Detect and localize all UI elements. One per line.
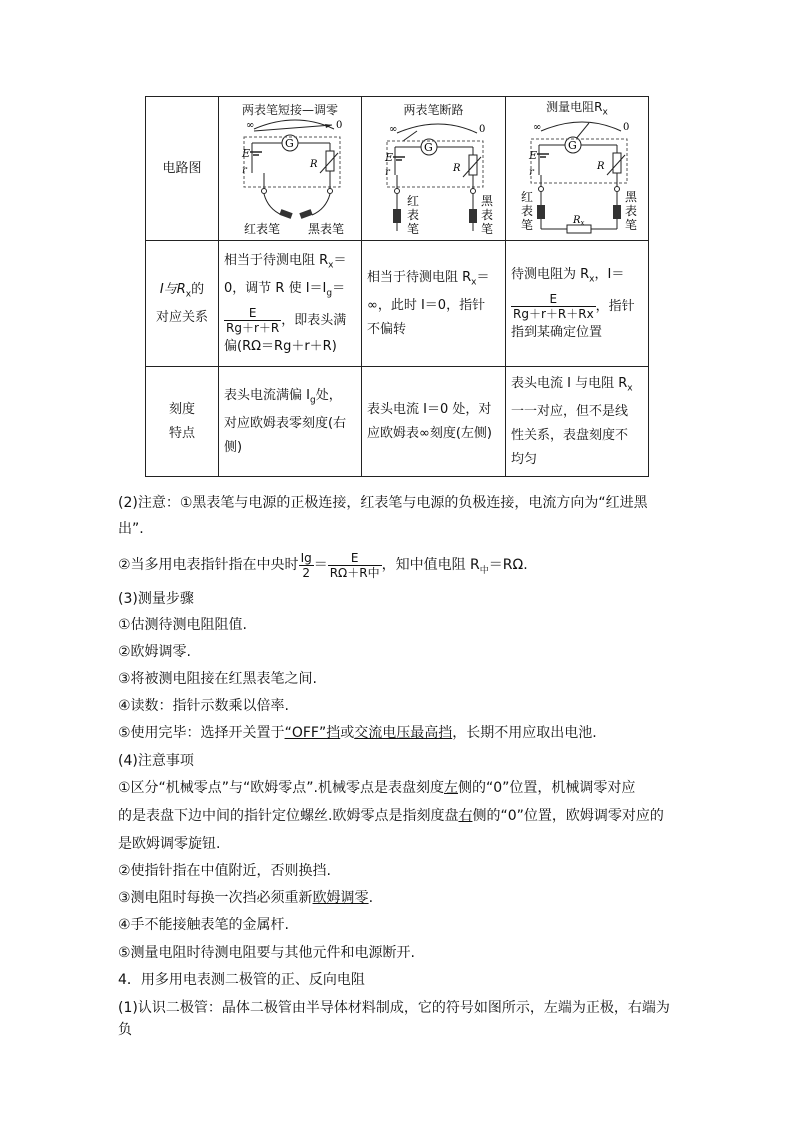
formula-i-short: $\frac{E}{Rg+r+R}$ bbox=[226, 305, 280, 335]
formula-i-measure: $\frac{E}{Rg+r+R+Rx}$ bbox=[513, 291, 594, 321]
circuit-short-zero bbox=[219, 97, 362, 241]
svg-text:笔: 笔 bbox=[407, 221, 420, 236]
svg-text:笔: 笔 bbox=[521, 218, 534, 233]
step-4: ④读数：指针示数乘以倍率. bbox=[118, 698, 290, 714]
svg-text:G: G bbox=[568, 139, 577, 153]
svg-text:红: 红 bbox=[407, 193, 420, 208]
label-black-pen: 黑表笔 bbox=[308, 221, 345, 236]
caution-1-line1: ①区分“机械零点”与“欧姆零点”.机械零点是表盘刻度左侧的“0”位置，机械调零对应 bbox=[118, 780, 636, 796]
resistor-rx bbox=[567, 225, 591, 233]
step-1: ①估测待测电阻阻值. bbox=[118, 617, 248, 633]
section-4-heading: (4)注意事项 bbox=[118, 753, 194, 769]
svg-text:笔: 笔 bbox=[625, 218, 638, 233]
caution-2: ②使指针指在中值附近，否则换挡. bbox=[118, 863, 332, 879]
circuit-title-open: 两表笔断路 bbox=[403, 102, 464, 117]
row-circuit bbox=[146, 97, 649, 241]
caution-5: ⑤测量电阻时待测电阻要与其他元件和电源断开. bbox=[118, 945, 415, 961]
circuit-diagram-short bbox=[224, 117, 367, 238]
svg-text:E: E bbox=[529, 149, 538, 163]
svg-text:R: R bbox=[310, 158, 318, 170]
svg-text:E: E bbox=[242, 146, 251, 160]
row-scale bbox=[146, 367, 649, 477]
svg-text:表: 表 bbox=[481, 207, 494, 222]
svg-text:表: 表 bbox=[407, 207, 420, 222]
svg-text:表: 表 bbox=[625, 204, 638, 219]
black-probe-tip bbox=[299, 209, 312, 219]
red-probe-tip bbox=[537, 205, 545, 219]
svg-text:∞: ∞ bbox=[533, 122, 542, 134]
scale-measure: 表头电流 I 与电阻 $R_x$ 一一对应，但不是线 性关系，表盘刻度不 均匀 bbox=[506, 367, 649, 477]
scale-open: 表头电流 I＝0 处，对 应欧姆表∞刻度(左侧) bbox=[362, 367, 506, 477]
svg-text:∞: ∞ bbox=[389, 123, 398, 135]
section-diode-heading: 4．用多用电表测二极管的正、反向电阻 bbox=[118, 972, 365, 988]
row-label-circuit: 电路图 bbox=[146, 97, 219, 241]
svg-text:R: R bbox=[597, 161, 605, 173]
ohmmeter-principle-table bbox=[145, 96, 649, 477]
svg-text:笔: 笔 bbox=[481, 221, 494, 236]
section-3-heading: (3)测量步骤 bbox=[118, 591, 194, 607]
caution-4: ④手不能接触表笔的金属杆. bbox=[118, 917, 290, 933]
svg-text:r: r bbox=[529, 167, 534, 179]
svg-text:G: G bbox=[285, 136, 294, 150]
needle-full-scale bbox=[254, 125, 332, 131]
circuit-diagram-measure bbox=[511, 119, 654, 240]
relation-short: 相当于待测电阻 $R_x=$ 0，调节 R 使 $I=I_g=$ $\frac{E}{Rg+r+R}$ ，即表头满 偏(RΩ＝Rg＋r＋R) bbox=[219, 241, 362, 367]
caution-3: ③测电阻时每换一次挡必须重新欧姆调零. bbox=[118, 890, 374, 906]
svg-text:E: E bbox=[385, 150, 394, 164]
svg-text:G: G bbox=[424, 140, 433, 154]
caution-1-line2: 的是表盘下边中间的指针定位螺丝.欧姆零点是指刻度盘右侧的“0”位置，欧姆调零对应的 bbox=[118, 808, 664, 824]
row-label-scale: 刻度 特点 bbox=[146, 367, 219, 477]
black-probe-tip bbox=[469, 209, 477, 223]
circuit-diagram-open bbox=[367, 117, 511, 238]
scale-infinity: ∞ bbox=[246, 119, 255, 131]
note-2-formula-line: ②当多用电表指针指在中央时 $\frac{Ig}{2}$ ＝ $\frac{E}{\text{RΩ＋R中}}$ ，知中值电阻 $R_中=R\Omega$. bbox=[118, 550, 528, 580]
svg-text:Rx: $R_x$ bbox=[573, 215, 585, 228]
step-3: ③将被测电阻接在红黑表笔之间. bbox=[118, 671, 318, 687]
svg-text:r: r bbox=[242, 164, 247, 176]
relation-measure: 待测电阻为 $R_x$，I＝ $\frac{E}{Rg+r+R+Rx}$ ，指针 指到某确定位置 bbox=[506, 241, 649, 367]
row-label-relation: I与$R_x$的 对应关系 bbox=[146, 241, 219, 367]
note-2-line1: (2)注意：①黑表笔与电源的正极连接，红表笔与电源的负极连接，电流方向为“红进黑 bbox=[118, 495, 648, 511]
svg-text:黑: 黑 bbox=[481, 193, 494, 208]
circuit-open bbox=[362, 97, 506, 241]
circuit-title-short: 两表笔短接—调零 bbox=[241, 102, 338, 117]
svg-text:r: r bbox=[385, 166, 390, 178]
svg-text:黑: 黑 bbox=[625, 190, 638, 205]
diode-intro: (1)认识二极管：晶体二极管由半导体材料制成，它的符号如图所示，左端为正极，右端为负 bbox=[118, 1000, 670, 1038]
label-red-pen: 红表笔 bbox=[244, 221, 281, 236]
caution-1-line3: 是欧姆调零旋钮. bbox=[118, 836, 221, 852]
svg-text:0: 0 bbox=[623, 122, 630, 134]
black-probe-tip bbox=[613, 205, 621, 219]
relation-open: 相当于待测电阻 $R_x=$ ∞，此时 I＝0，指针 不偏转 bbox=[362, 241, 506, 367]
circuit-title-measure: 测量电阻$R_x$ bbox=[546, 100, 608, 118]
red-probe-tip bbox=[393, 209, 401, 223]
circuit-measure-rx bbox=[506, 97, 649, 241]
scale-short: 表头电流满偏 $I_g$处， 对应欧姆表零刻度(右 侧) bbox=[219, 367, 362, 477]
red-probe-tip bbox=[279, 209, 292, 219]
svg-text:R: R bbox=[453, 162, 461, 174]
svg-text:0: 0 bbox=[479, 123, 486, 135]
row-relation bbox=[146, 241, 649, 367]
svg-text:表: 表 bbox=[521, 204, 534, 219]
note-2-line2: 出”. bbox=[118, 521, 144, 537]
step-5: ⑤使用完毕：选择开关置于“OFF”挡或交流电压最高挡，长期不用应取出电池. bbox=[118, 725, 597, 741]
needle-zero-deflection bbox=[403, 131, 417, 141]
scale-zero: 0 bbox=[336, 119, 343, 131]
step-2: ②欧姆调零. bbox=[118, 644, 192, 660]
svg-text:红: 红 bbox=[521, 190, 534, 205]
